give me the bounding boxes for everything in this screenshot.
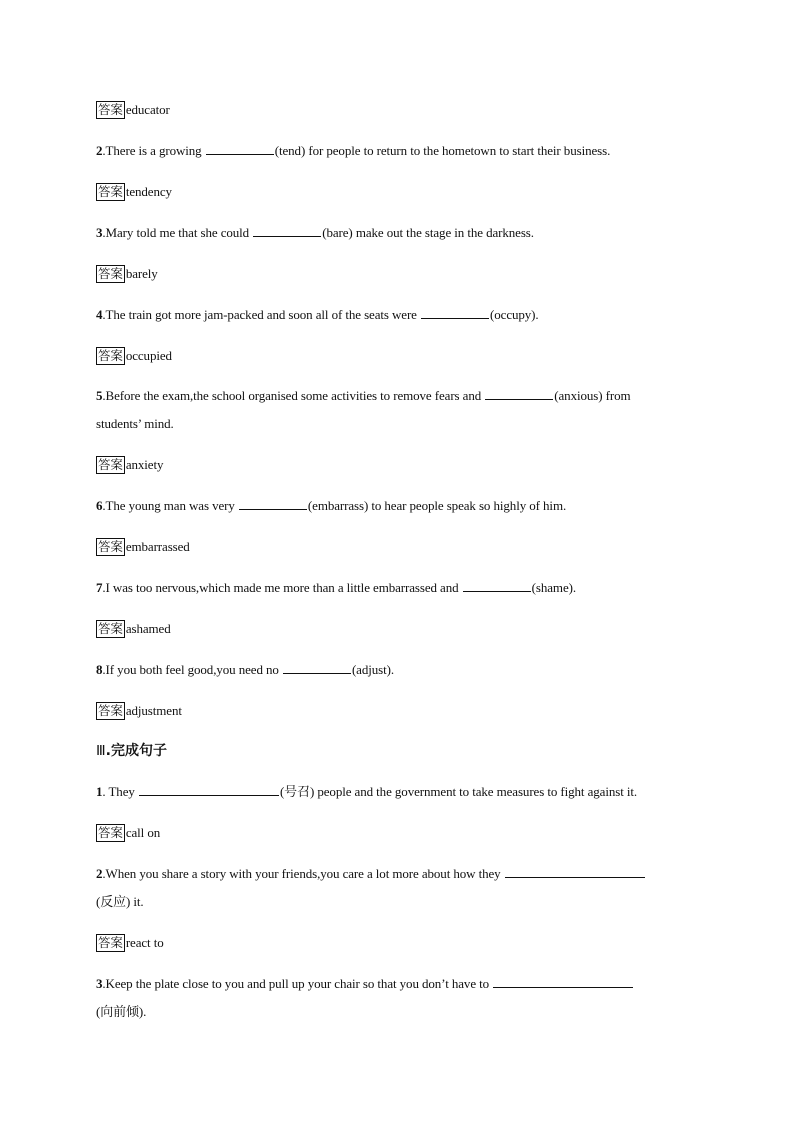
question-text: for people to return to the hometown to start their business. <box>305 143 611 158</box>
answer-line <box>96 823 694 843</box>
question-line <box>96 782 694 802</box>
answer-text: embarrassed <box>125 539 190 554</box>
answer-badge: 答案 <box>98 539 123 554</box>
answer-text: call on <box>125 825 161 840</box>
answer-blank <box>283 661 351 674</box>
word-hint: (occupy). <box>490 307 539 322</box>
question-number: 3 <box>96 976 103 991</box>
answer-badge: 答案 <box>98 825 123 840</box>
answer-line <box>96 346 694 366</box>
section-number: Ⅲ <box>96 744 106 759</box>
question-continuation <box>96 414 694 434</box>
word-hint: (embarrass) <box>307 498 369 513</box>
answer-line <box>96 182 694 202</box>
question-line <box>96 864 694 884</box>
answer-line <box>96 264 694 284</box>
question-text: .Mary told me that she could <box>102 225 253 240</box>
question-text: .The young man was very <box>102 498 238 513</box>
answer-blank <box>206 142 274 155</box>
answer-text: barely <box>125 266 158 281</box>
answer-badge: 答案 <box>98 457 123 472</box>
question-text: .If you both feel good,you need no <box>102 662 282 677</box>
section-heading <box>96 741 167 762</box>
answer-line <box>96 100 694 120</box>
question-text: .I was too nervous,which made me more than a little embarrassed and <box>102 580 462 595</box>
question-line <box>96 578 694 598</box>
answer-badge: 答案 <box>98 703 123 718</box>
answer-text: occupied <box>125 348 172 363</box>
answer-badge: 答案 <box>98 935 123 950</box>
question-text: .There is a growing <box>102 143 205 158</box>
question-text: .Keep the plate close to you and pull up your chair so that you don’t have to <box>102 976 493 991</box>
answer-text: adjustment <box>125 703 182 718</box>
answer-blank <box>493 975 633 988</box>
answer-text: tendency <box>125 184 172 199</box>
question-number: 7 <box>96 580 103 595</box>
word-hint: (tend) <box>274 143 306 158</box>
question-line <box>96 974 694 994</box>
answer-badge: 答案 <box>98 621 123 636</box>
question-text: (反应) it. <box>96 894 144 909</box>
question-line <box>96 223 694 243</box>
answer-blank <box>421 306 489 319</box>
question-number: 4 <box>96 307 103 322</box>
question-text: .Before the exam,the school organised some activities to remove fears and <box>102 388 485 403</box>
question-number: 5 <box>96 388 103 403</box>
word-hint: (anxious) <box>554 388 603 403</box>
answer-blank <box>463 579 531 592</box>
question-text: people and the government to take measures to fight against it. <box>314 784 638 799</box>
answer-blank <box>139 783 279 796</box>
answer-badge: 答案 <box>98 102 123 117</box>
question-line <box>96 141 694 161</box>
answer-line <box>96 537 694 557</box>
word-hint: (bare) <box>322 225 353 240</box>
section-title: .完成句子 <box>105 743 167 759</box>
answer-text: ashamed <box>125 621 171 636</box>
question-text: to hear people speak so highly of him. <box>368 498 567 513</box>
question-line <box>96 496 694 516</box>
answer-badge: 答案 <box>98 348 123 363</box>
answer-text: educator <box>125 102 170 117</box>
question-text: (向前倾). <box>96 1004 147 1019</box>
question-text: .When you share a story with your friends,you care a lot more about how they <box>102 866 504 881</box>
word-hint: (adjust). <box>351 662 395 677</box>
question-number: 3 <box>96 225 103 240</box>
answer-text: react to <box>125 935 164 950</box>
question-text: students’ mind. <box>96 416 174 431</box>
answer-blank <box>253 224 321 237</box>
question-text: . They <box>102 784 138 799</box>
question-line <box>96 660 694 680</box>
word-hint: (shame). <box>531 580 576 595</box>
answer-text: anxiety <box>125 457 164 472</box>
question-continuation <box>96 1002 694 1022</box>
question-text: from <box>602 388 631 403</box>
question-number: 2 <box>96 143 103 158</box>
question-line <box>96 386 694 406</box>
answer-badge: 答案 <box>98 266 123 281</box>
word-hint: (号召) <box>279 784 315 799</box>
question-text: .The train got more jam-packed and soon all of the seats were <box>102 307 421 322</box>
question-number: 2 <box>96 866 103 881</box>
question-continuation <box>96 892 694 912</box>
answer-blank <box>239 497 307 510</box>
answer-badge: 答案 <box>98 184 123 199</box>
question-number: 1 <box>96 784 103 799</box>
question-text: make out the stage in the darkness. <box>352 225 534 240</box>
answer-line <box>96 455 694 475</box>
answer-blank <box>505 865 645 878</box>
question-line <box>96 305 694 325</box>
answer-line <box>96 933 694 953</box>
answer-blank <box>485 387 553 400</box>
answer-line <box>96 619 694 639</box>
answer-line <box>96 701 694 721</box>
question-number: 8 <box>96 662 103 677</box>
question-number: 6 <box>96 498 103 513</box>
